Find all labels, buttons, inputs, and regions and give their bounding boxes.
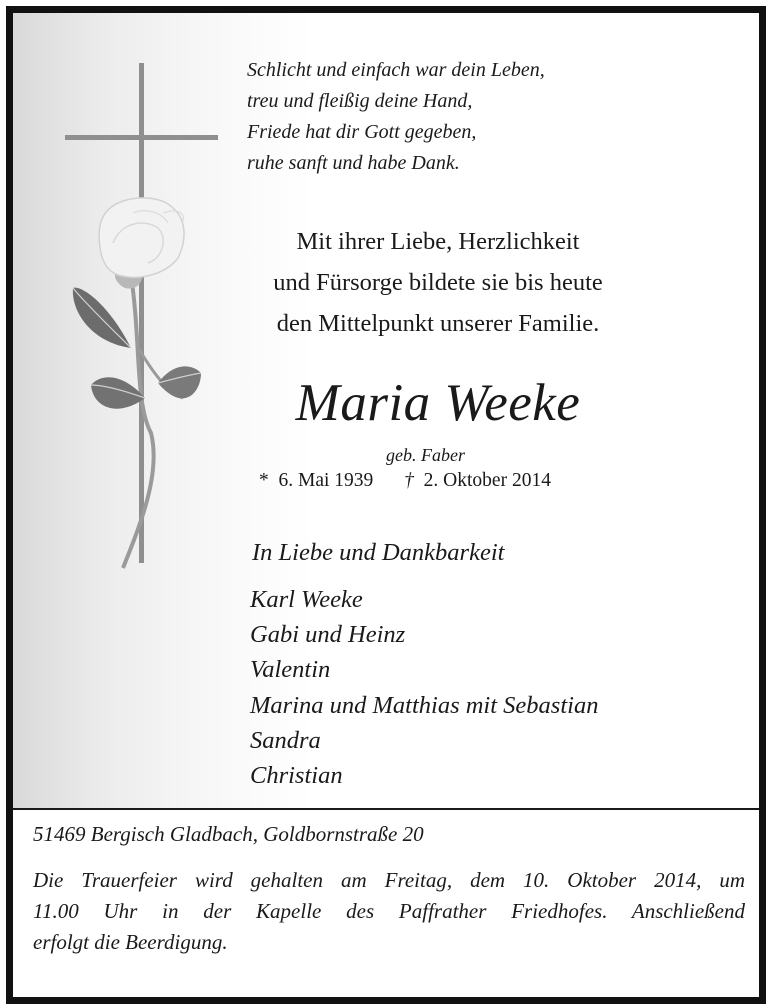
- rose-icon: [73, 198, 201, 568]
- life-dates: [259, 469, 551, 493]
- ceremony-line: 11.00 Uhr in der Kapelle des Paffrather Friedhofes. Anschließend: [33, 899, 745, 923]
- mourner-name: Marina und Matthias mit Sebastian: [250, 691, 599, 719]
- tribute-text: [213, 221, 663, 344]
- birth-date: 6. Mai 1939: [278, 470, 374, 491]
- tribute-line: und Fürsorge bildete sie bis heute: [273, 269, 603, 296]
- poem: [247, 55, 545, 179]
- poem-line: treu und fleißig deine Hand,: [247, 90, 473, 112]
- mourner-name: Valentin: [250, 656, 331, 684]
- mourner-name: Karl Weeke: [250, 586, 363, 613]
- mourners-intro: In Liebe und Dankbarkeit: [252, 539, 505, 566]
- ceremony-line: erfolgt die Beerdigung.: [33, 930, 228, 954]
- birth-symbol: *: [259, 470, 269, 491]
- divider: [13, 808, 759, 810]
- poem-line: Friede hat dir Gott gegeben,: [247, 121, 477, 143]
- address: 51469 Bergisch Gladbach, Goldbornstraße 20: [33, 822, 424, 846]
- death-symbol: †: [404, 470, 414, 491]
- ceremony-notice: [33, 865, 745, 958]
- death-date: 2. Oktober 2014: [423, 470, 551, 491]
- poem-line: ruhe sanft und habe Dank.: [247, 152, 460, 174]
- maiden-name: geb. Faber: [386, 445, 465, 465]
- poem-line: Schlicht und einfach war dein Leben,: [247, 59, 545, 81]
- mourner-name: Gabi und Heinz: [250, 621, 406, 649]
- tribute-line: den Mittelpunkt unserer Familie.: [276, 310, 600, 337]
- deceased-name: Maria Weeke: [295, 374, 581, 432]
- mourners-list: [250, 582, 598, 793]
- mourner-name: Christian: [250, 762, 343, 790]
- ceremony-line: Die Trauerfeier wird gehalten am Freitag, dem 10. Oktober 2014, um: [33, 868, 745, 892]
- tribute-line: Mit ihrer Liebe, Herzlichkeit: [296, 228, 580, 255]
- mourner-name: Sandra: [250, 726, 321, 754]
- obituary-card: [6, 6, 766, 1004]
